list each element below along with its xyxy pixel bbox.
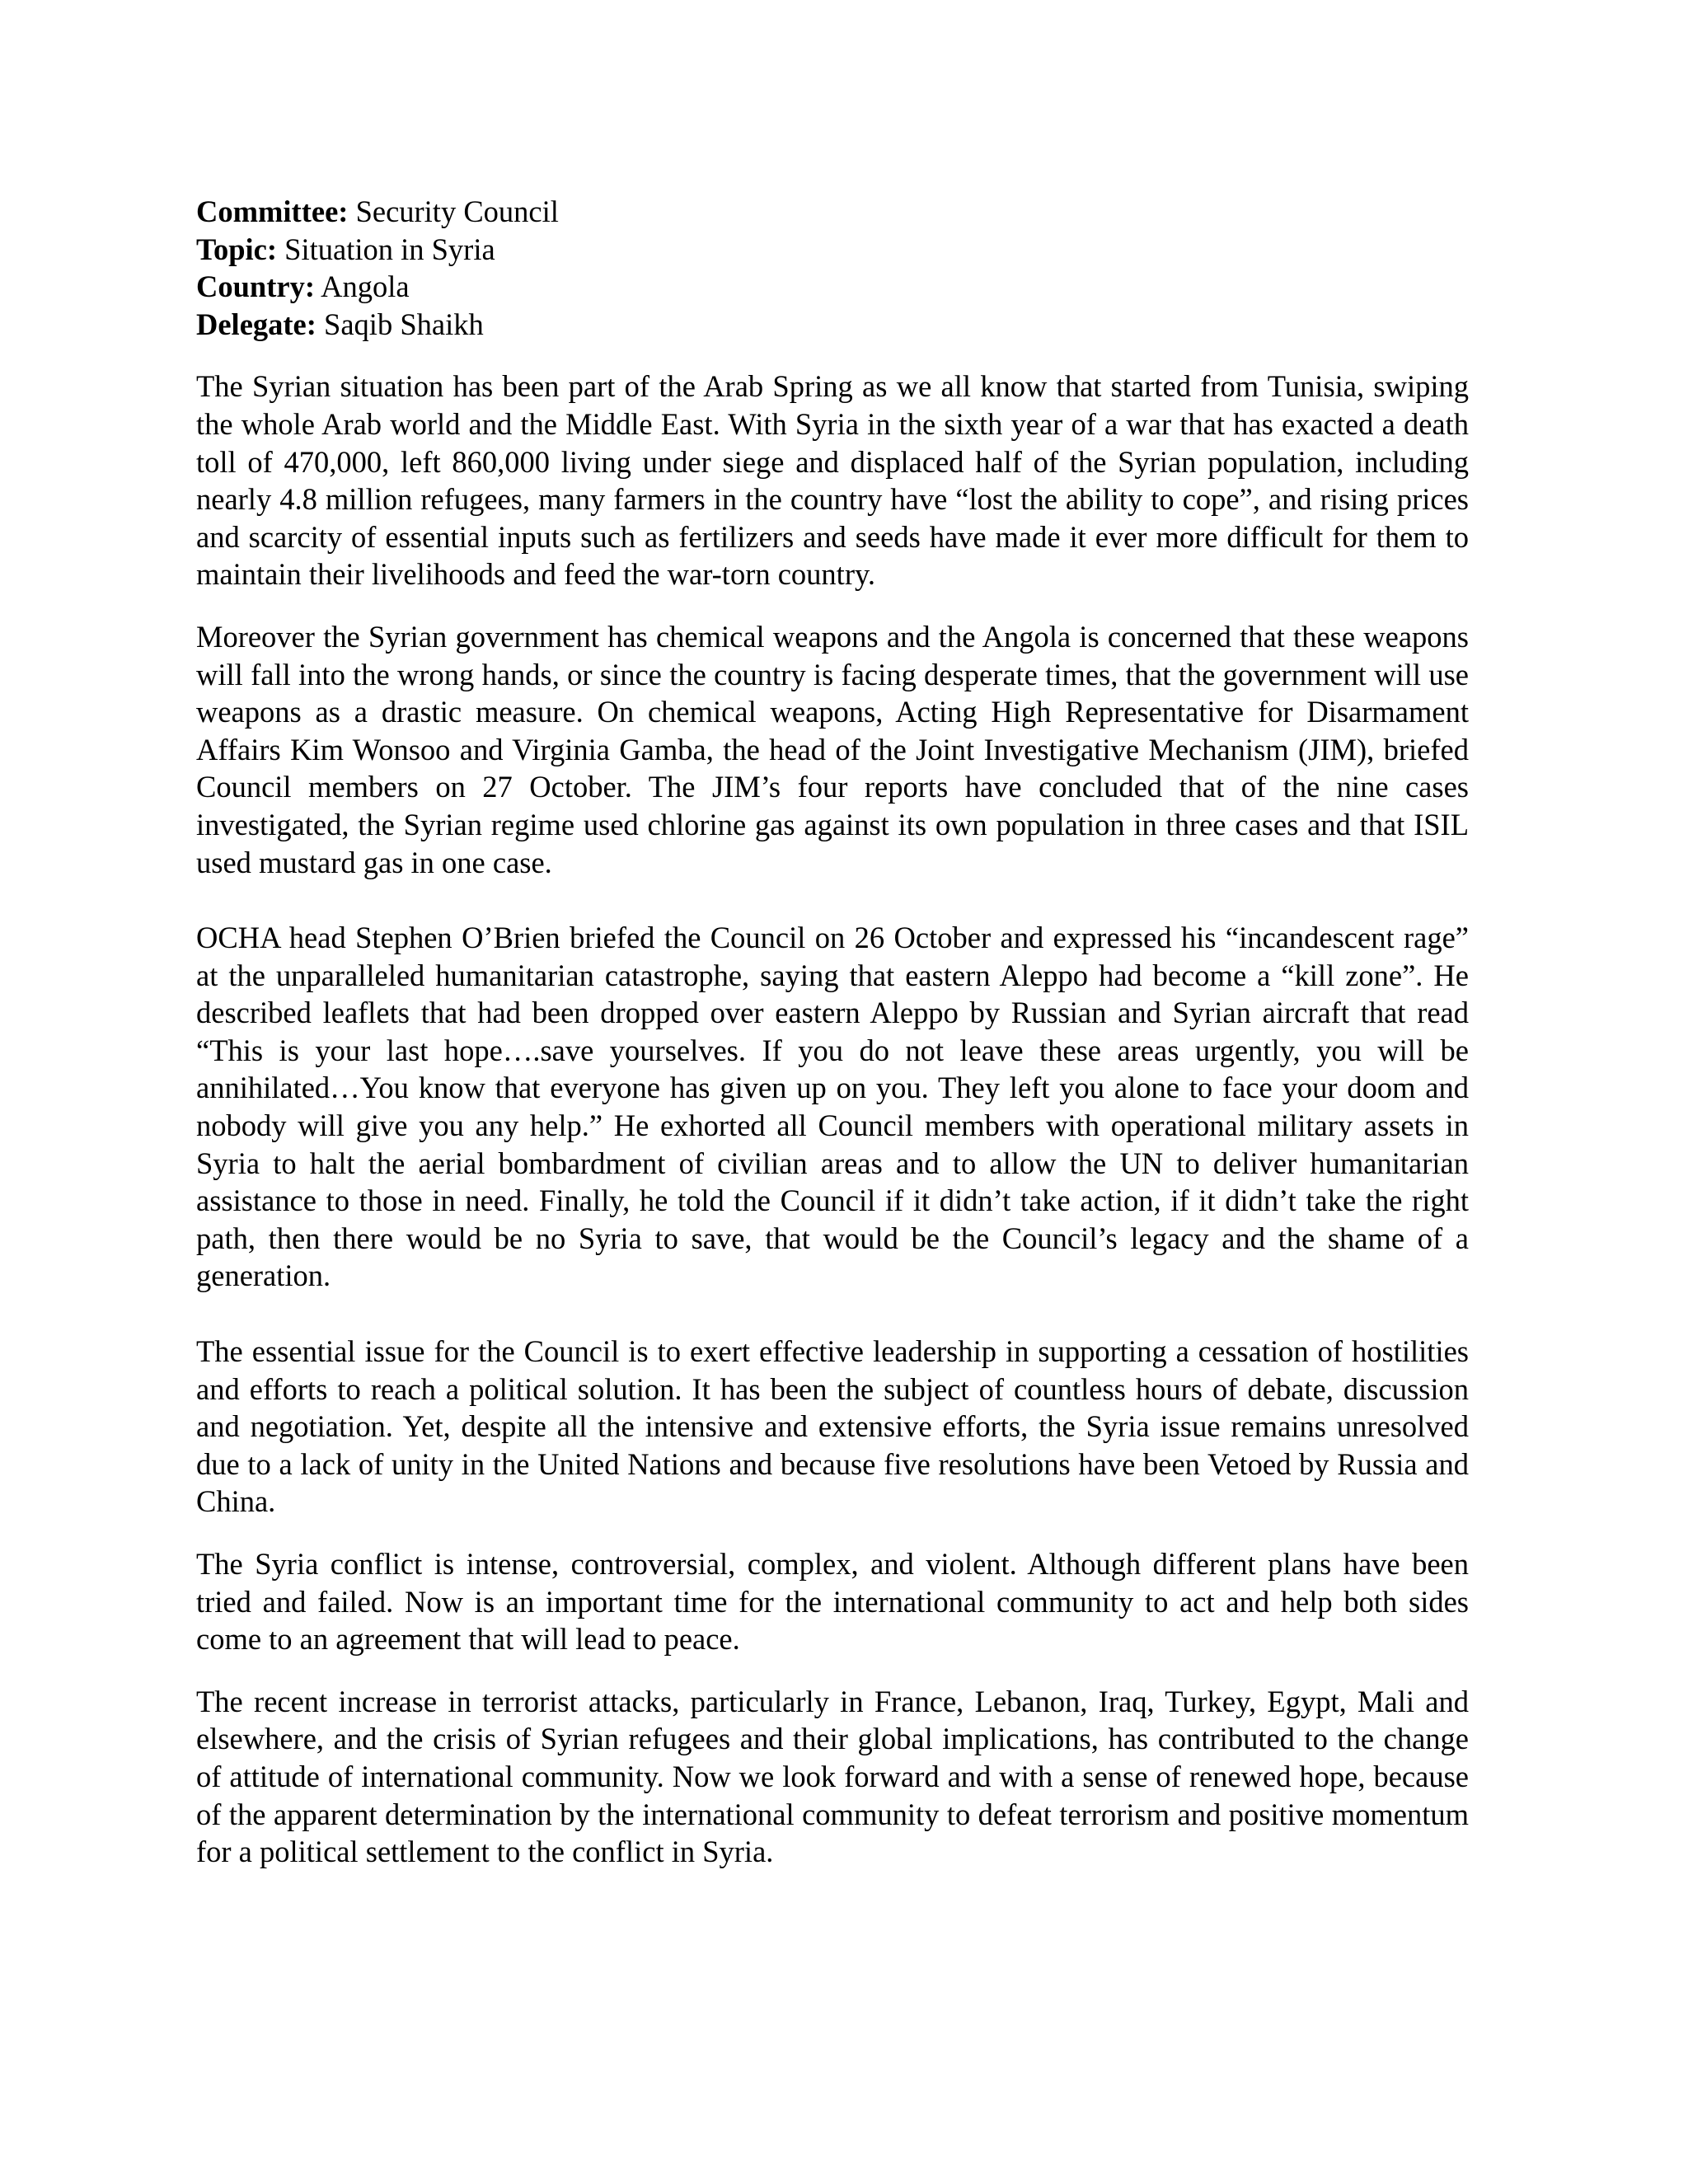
document-header bbox=[196, 193, 1469, 343]
paragraph-syrian-situation: The Syrian situation has been part of the Arab Spring as we all know that started from Tunisia, swiping the whole Arab world and the Middle East. With Syria in the sixth year of a war that has exacted a death toll of 470,000, left 860,000 living under siege and displaced half of the Syrian population, including nearly 4.8 million refugees, many farmers in the country have “lost the ability to cope”, and rising prices and scarcity of essential inputs such as fertilizers and seeds have made it ever more difficult for them to maintain their livelihoods and feed the war-torn country. bbox=[196, 369, 1469, 592]
delegate-line bbox=[196, 306, 1469, 344]
paragraph-conflict-summary: The Syria conflict is intense, controversial, complex, and violent. Although different plans have been tried and failed. Now is an important time for the international community to act and help both sides come to an agreement that will lead to peace. bbox=[196, 1547, 1469, 1657]
topic-line bbox=[196, 231, 1469, 269]
committee-line bbox=[196, 193, 1469, 231]
paragraph-ocha-briefing: OCHA head Stephen O’Brien briefed the Council on 26 October and expressed his “incandescent rage” at the unparalleled humanitarian catastrophe, saying that eastern Aleppo had become a “kill zone”. He described leaflets that had been dropped over eastern Aleppo by Russian and Syrian aircraft that read “This is your last hope….save yourselves. If you do not leave these areas urgently, you will be annihilated…You know that everyone has given up on you. They left you alone to face your doom and nobody will give you any help.” He exhorted all Council members with operational military assets in Syria to halt the aerial bombardment of civilian areas and to allow the UN to deliver humanitarian assistance to those in need. Finally, he told the Council if it didn’t take action, if it didn’t take the right path, then there would be no Syria to save, that would be the Council’s legacy and the shame of a generation. bbox=[196, 921, 1469, 1293]
document-body bbox=[196, 193, 1469, 1871]
committee-label: Committee: bbox=[196, 194, 349, 228]
country-value: Angola bbox=[321, 269, 410, 304]
committee-value: Security Council bbox=[355, 194, 559, 228]
paragraph-council-issue: The essential issue for the Council is to exert effective leadership in supporting a cessation of hostilities and efforts to reach a political solution. It has been the subject of countless hours of debate, discussion and negotiation. Yet, despite all the intensive and extensive efforts, the Syria issue remains unresolved due to a lack of unity in the United Nations and because five resolutions have been Vetoed by Russia and China. bbox=[196, 1334, 1469, 1519]
country-line bbox=[196, 268, 1469, 306]
delegate-value: Saqib Shaikh bbox=[324, 307, 484, 341]
country-label: Country: bbox=[196, 269, 315, 304]
topic-value: Situation in Syria bbox=[284, 232, 495, 266]
delegate-label: Delegate: bbox=[196, 307, 316, 341]
topic-label: Topic: bbox=[196, 232, 278, 266]
paragraph-chemical-weapons: Moreover the Syrian government has chemical weapons and the Angola is concerned that these weapons will fall into the wrong hands, or since the country is facing desperate times, that the government will use weapons as a drastic measure. On chemical weapons, Acting High Representative for Disarmament Affairs Kim Wonsoo and Virginia Gamba, the head of the Joint Investigative Mechanism (JIM), briefed Council members on 27 October. The JIM’s four reports have concluded that of the nine cases investigated, the Syrian regime used chlorine gas against its own population in three cases and that ISIL used mustard gas in one case. bbox=[196, 619, 1469, 879]
paragraph-terrorism-outlook: The recent increase in terrorist attacks, particularly in France, Lebanon, Iraq, Turkey, Egypt, Mali and elsewhere, and the crisis of Syrian refugees and their global implications, has contributed to the change of attitude of international community. Now we look forward and with a sense of renewed hope, because of the apparent determination by the international community to defeat terrorism and positive momentum for a political settlement to the conflict in Syria. bbox=[196, 1684, 1469, 1869]
